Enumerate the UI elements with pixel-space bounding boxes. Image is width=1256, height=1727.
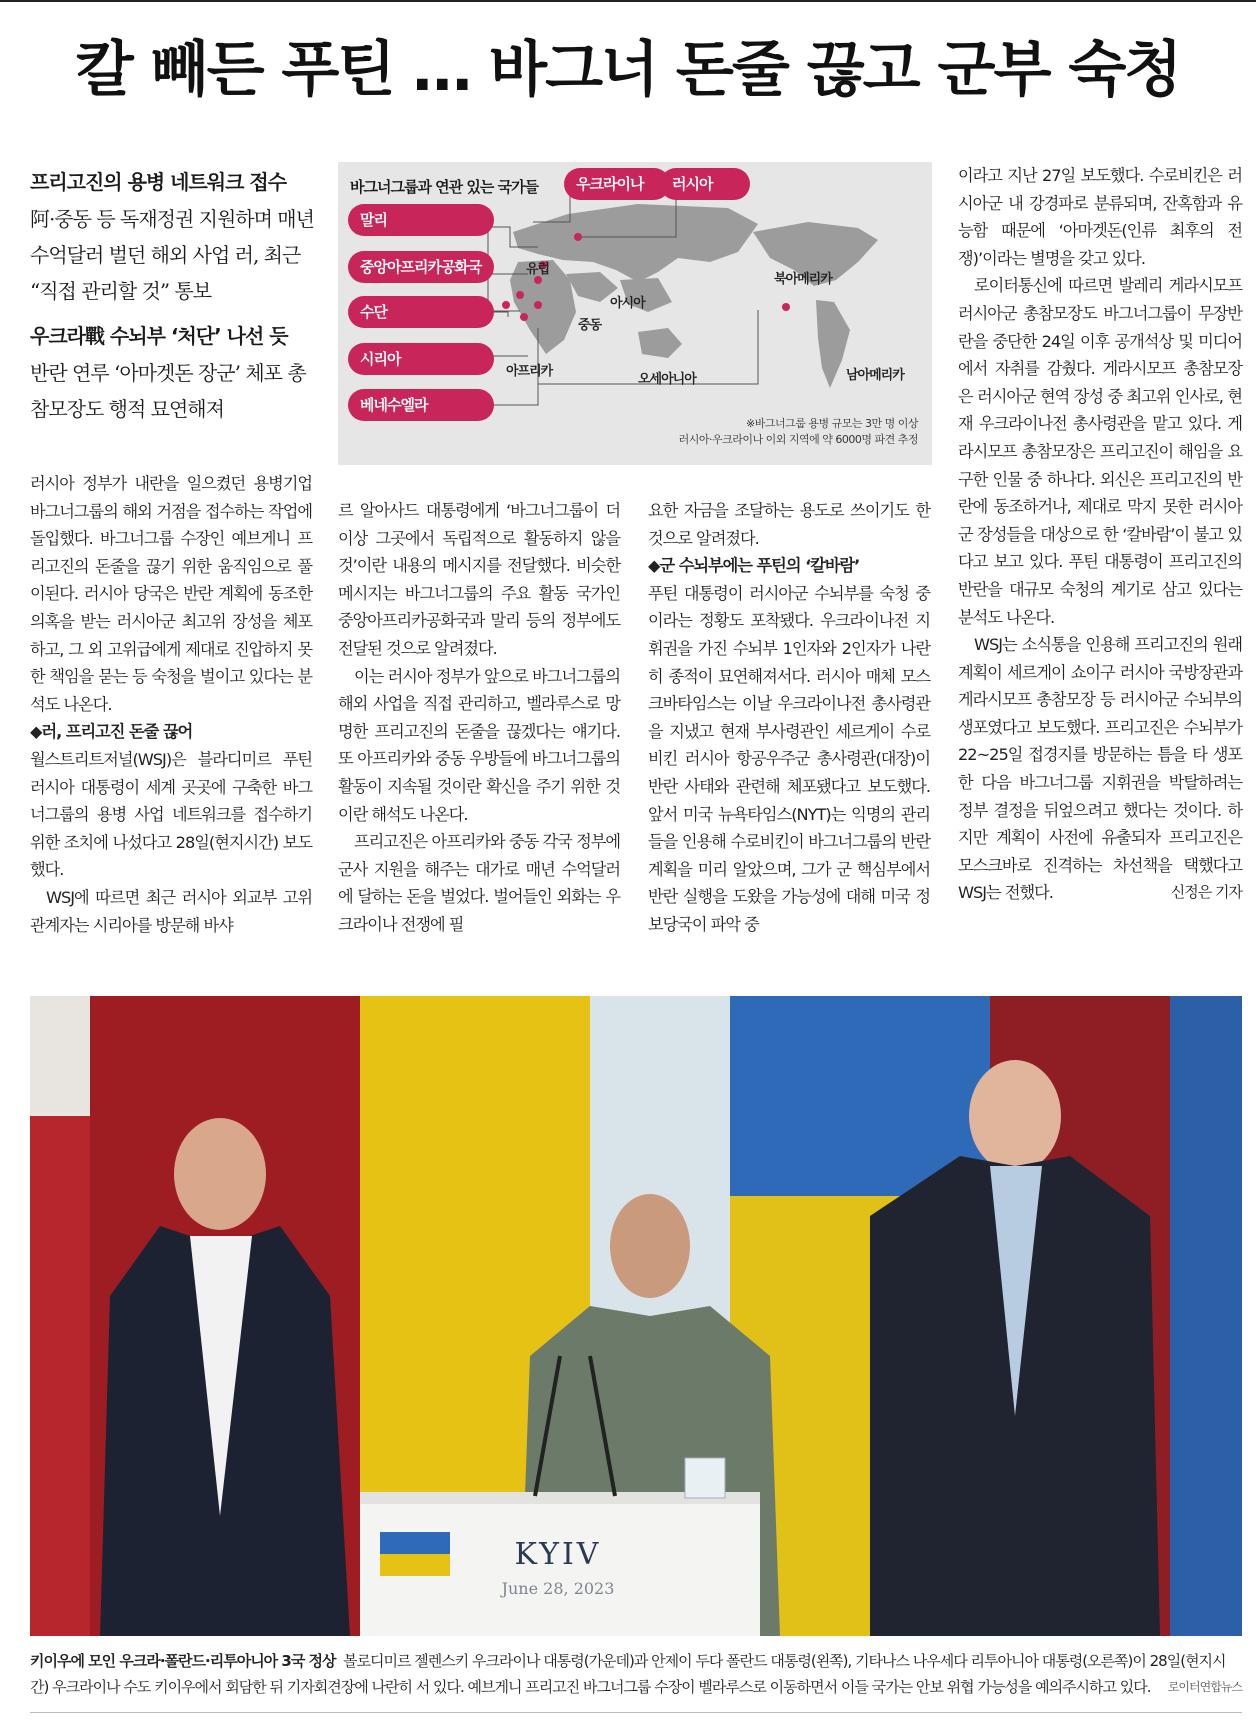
- article-paragraph: 로이터통신에 따르면 발레리 게라시모프 러시아군 총참모장도 바그너그룹이 무장반란을 중단한 24일 이후 공개석상 및 미디어에서 자취를 감췄다. 게라시모프 총참모장은 러시아군 현역 장성 중 최고위 인사로, 현재 우크라이나전 총사령관을 맡고 있다. 게라시모프 총참모장은 프리고진이 해임을 요구한 인물 중 하나다. 외신은 프리고진의 반란에 동조하거나, 제대로 막지 못한 러시아군 장성들을 대상으로 한 ‘칼바람’이 불고 있다고 보고 있다. 푸틴 대통령이 프리고진의 반란을 대규모 숙청의 계기로 삼고 있다는 분석도 나온다.: [958, 276, 1242, 627]
- pill-venezuela: 베네수엘라: [348, 389, 494, 421]
- photo-illustration: [30, 996, 1242, 1636]
- region-middle-east: 중동: [578, 318, 602, 333]
- pill-ukraine: 우크라이나: [564, 168, 670, 200]
- byline: 신정은 기자: [1170, 883, 1242, 902]
- article-paragraph: 이는 러시아 정부가 앞으로 바그너그룹의 해외 사업을 직접 관리하고, 벨라루스로 망명한 프리고진의 돈줄을 끊겠다는 얘기다. 또 아프리카와 중동 우방들에 바그너그룹의 활동이 지속될 것이란 확신을 주기 위한 것이란 해석도 나온다.: [338, 666, 620, 824]
- deck-2: [30, 320, 320, 427]
- marker-sudan: [520, 313, 528, 321]
- marker-car: [534, 301, 542, 309]
- headline: 칼 빼든 푸틴 … 바그너 돈줄 끊고 군부 숙청: [75, 35, 1181, 105]
- article-paragraph: 이라고 지난 27일 보도했다. 수로비킨은 러시아군 내 강경파로 분류되며, 잔혹함과 유능함 때문에 ‘아마겟돈(인류 최후의 전쟁)’이라는 별명을 갖고 있다.: [958, 166, 1242, 268]
- article-paragraph: 푸틴 대통령이 러시아군 수뇌부를 숙청 중이라는 정황도 포착됐다. 우크라이나전 지휘권을 가진 수뇌부 1인자와 2인자가 나란히 종적이 묘연해져서다. 러시아 매체 모스크바타임스는 이날 우크라이나전 총사령관을 지냈고 현재 부사령관인 세르게이 수로비킨 러시아 항공우주군 총사령관(대장)이 반란 사태와 관련해 체포됐다고 보도했다. 앞서 미국 뉴욕타임스(NYT)는 익명의 관리들을 인용해 수로비킨이 바그너그룹의 반란 계획을 미리 알았으며, 그가 군 핵심부에서 반란 실행을 도왔을 가능성에 대해 미국 정보당국이 파악 중: [648, 583, 930, 934]
- pill-syria: 시리아: [348, 343, 494, 375]
- deck-text: 阿·중동 등 독재정권 지원하며 매년 수억달러 벌던 해외 사업 러, 최근 “직접 관리할 것” 통보: [30, 207, 314, 303]
- region-africa: 아프리카: [506, 364, 553, 379]
- summit-photo: [30, 996, 1242, 1636]
- deck-title: 우크라戰 수뇌부 ‘처단’ 나선 듯: [30, 324, 288, 348]
- photo-credit: 로이터연합뉴스: [1167, 1680, 1242, 1694]
- region-south-america: 남아메리카: [846, 368, 904, 383]
- section-subhead: ◆러, 프리고진 돈줄 끊어: [30, 722, 193, 742]
- podium-date: June 28, 2023: [501, 1579, 615, 1598]
- podium-text: KYIV: [514, 1537, 602, 1572]
- region-oceania: 오세아니아: [638, 372, 696, 387]
- pill-sudan: 수단: [348, 296, 494, 328]
- region-europe: 유럽: [526, 262, 550, 277]
- marker-africa2: [516, 291, 524, 299]
- article-paragraph: 르 알아사드 대통령에게 ‘바그너그룹이 더 이상 그곳에서 독립적으로 활동하지 않을 것’이란 내용의 메시지를 전달했다. 비슷한 메시지는 바그너그룹의 주요 활동 국가인 중앙아프리카공화국과 말리 등의 정부에도 전달된 것으로 알려졌다.: [338, 501, 620, 658]
- article-paragraph: 요한 자금을 조달하는 용도로 쓰이기도 한 것으로 알려졌다.: [648, 501, 930, 548]
- pill-russia: 러시아: [660, 168, 750, 200]
- article-paragraph: WSJ는 소식통을 인용해 프리고진의 원래 계획이 세르게이 쇼이구 러시아 국방장관과 게라시모프 총참모장 등 러시아군 수뇌부의 생포였다고 보도했다. 프리고진은 수뇌부가 22~25일 접경지를 방문하는 틈을 타 생포한 다음 바그너그룹 지휘권을 박탈하려는 정부 결정을 뒤엎으려고 했다는 것이다. 하지만 계획이 사전에 유출되자 프리고진은 모스크바로 진격하는 차선책을 택했다고 WSJ는 전했다. 신정은 기자: [958, 631, 1242, 907]
- photo-caption: [30, 1648, 1242, 1700]
- wagner-map-graphic: [338, 162, 932, 465]
- map-title: 바그너그룹과 연관 있는 국가들: [350, 178, 539, 196]
- region-asia: 아시아: [610, 296, 645, 311]
- deck-text: 반란 연루 ‘아마겟돈 장군’ 체포 총참모장도 행적 묘연해져: [30, 361, 306, 421]
- deck-title: 프리고진의 용병 네트워크 접수: [30, 170, 287, 194]
- article-column-2: [338, 497, 620, 939]
- pill-car: 중앙아프리카공화국: [348, 251, 494, 283]
- marker-mali: [502, 301, 510, 309]
- article-column-1: [30, 470, 312, 939]
- region-north-america: 북아메리카: [774, 272, 832, 287]
- map-note: ※바그너그룹 용병 규모는 3만 명 이상 러시아·우크라이나 이외 지역에 약 6000명 파견 추정: [678, 417, 918, 446]
- marker-venezuela: [782, 303, 790, 311]
- deck-1: [30, 166, 320, 309]
- marker-syria: [534, 276, 542, 284]
- article-paragraph: 프리고진은 아프리카와 중동 각국 정부에 군사 지원을 해주는 대가로 매년 수억달러에 달하는 돈을 벌었다. 벌어들인 외화는 우크라이나 전쟁에 필: [338, 832, 620, 934]
- marker-russia: [574, 233, 582, 241]
- top-rule: [0, 0, 1256, 2]
- article-paragraph: 러시아 정부가 내란을 일으켰던 용병기업 바그너그룹의 해외 거점을 접수하는 작업에 돌입했다. 바그너그룹 수장인 예브게니 프리고진의 돈줄을 끊기 위한 움직임으로 풀이된다. 러시아 당국은 반란 계획에 동조한 의혹을 받는 러시아군 최고위 장성을 체포하고, 그 외 고위급에게 제대로 진압하지 못한 책임을 묻는 등 숙청을 벌이고 있다는 분석도 나온다.: [30, 474, 312, 714]
- pill-mali: 말리: [348, 204, 494, 236]
- article-column-3: [648, 497, 930, 939]
- article-column-4: [958, 162, 1242, 907]
- caption-text: 볼로디미르 젤렌스키 우크라이나 대통령(가운데)과 안제이 두다 폴란드 대통령(왼쪽), 기타나스 나우세다 리투아니아 대통령(오른쪽)이 28일(현지시간) 우크라이나 수도 키이우에서 회담한 뒤 기자회견장에 나란히 서 있다. 예브게니 프리고진 바그너그룹 수장이 벨라루스로 이동하면서 이들 국가는 안보 위협 가능성을 예의주시하고 있다.: [30, 1652, 1226, 1696]
- caption-title: 키이우에 모인 우크라·폴란드·리투아니아 3국 정상: [30, 1652, 336, 1670]
- section-subhead: ◆군 수뇌부에는 푸틴의 ‘칼바람’: [648, 556, 860, 576]
- bottom-rule: [30, 1712, 1242, 1713]
- article-paragraph: WSJ에 따르면 최근 러시아 외교부 고위관계자는 시리아를 방문해 바샤: [30, 887, 312, 935]
- article-paragraph: 월스트리트저널(WSJ)은 블라디미르 푸틴 러시아 대통령이 세계 곳곳에 구축한 바그너그룹의 용병 사업 네트워크를 접수하기 위한 조치에 나섰다고 28일(현지시간) 보도했다.: [30, 749, 312, 880]
